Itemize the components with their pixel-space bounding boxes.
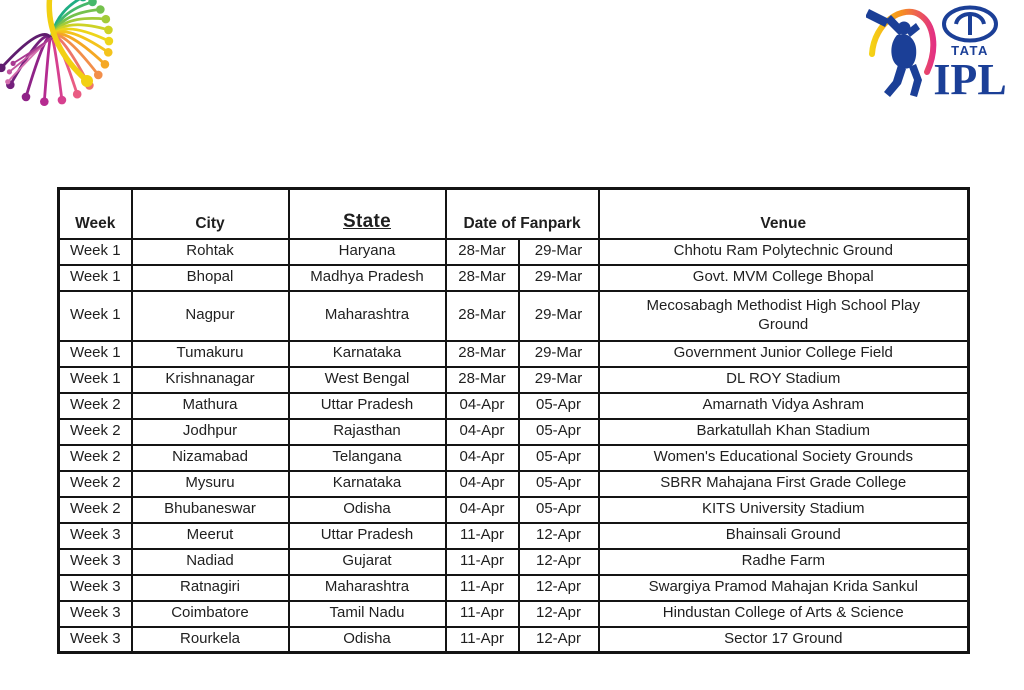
- cell-city: Nadiad: [132, 549, 289, 575]
- table-row: [59, 239, 969, 265]
- venue-text: KITS University Stadium: [701, 500, 865, 518]
- cell-date-1: 28-Mar: [446, 239, 519, 265]
- table-row: [59, 497, 969, 523]
- cell-venue: [599, 239, 969, 265]
- cell-city: Tumakuru: [132, 341, 289, 367]
- table-row: [59, 265, 969, 291]
- cell-date-2: 12-Apr: [519, 627, 599, 653]
- venue-text: Women's Educational Society Grounds: [653, 448, 913, 466]
- cell-venue: [599, 291, 969, 341]
- cell-date-2: 12-Apr: [519, 523, 599, 549]
- table-row: [59, 549, 969, 575]
- fanpark-schedule: [57, 187, 970, 654]
- cell-week: Week 2: [59, 419, 132, 445]
- cell-city: Nagpur: [132, 291, 289, 341]
- header-state: State: [289, 189, 446, 239]
- cell-state: Haryana: [289, 239, 446, 265]
- table-row: [59, 601, 969, 627]
- cell-date-2: 05-Apr: [519, 445, 599, 471]
- cell-city: Meerut: [132, 523, 289, 549]
- cell-date-1: 11-Apr: [446, 601, 519, 627]
- cell-state: Maharashtra: [289, 575, 446, 601]
- table-row: [59, 341, 969, 367]
- cell-date-2: 12-Apr: [519, 575, 599, 601]
- cell-date-1: 04-Apr: [446, 445, 519, 471]
- cell-venue: [599, 497, 969, 523]
- cell-week: Week 3: [59, 523, 132, 549]
- cell-venue: [599, 445, 969, 471]
- cell-week: Week 1: [59, 341, 132, 367]
- cell-city: Jodhpur: [132, 419, 289, 445]
- cell-venue: [599, 575, 969, 601]
- cell-venue: [599, 549, 969, 575]
- cell-state: Karnataka: [289, 341, 446, 367]
- cell-venue: [599, 393, 969, 419]
- cell-date-1: 04-Apr: [446, 419, 519, 445]
- cell-state: Madhya Pradesh: [289, 265, 446, 291]
- table-row: [59, 419, 969, 445]
- venue-text: Bhainsali Ground: [725, 526, 841, 544]
- cell-city: Ratnagiri: [132, 575, 289, 601]
- tata-oval-icon: [944, 8, 996, 41]
- cell-date-1: 11-Apr: [446, 549, 519, 575]
- cell-city: Mysuru: [132, 471, 289, 497]
- tata-wordmark: TATA: [951, 43, 989, 58]
- cell-state: Uttar Pradesh: [289, 393, 446, 419]
- table-header-row: [59, 189, 969, 239]
- cell-venue: [599, 601, 969, 627]
- ipl-wordmark: IPL: [933, 55, 1007, 104]
- cell-week: Week 1: [59, 265, 132, 291]
- cell-week: Week 2: [59, 497, 132, 523]
- venue-text: Barkatullah Khan Stadium: [696, 422, 870, 440]
- cell-date-1: 11-Apr: [446, 523, 519, 549]
- cell-state: Gujarat: [289, 549, 446, 575]
- venue-text: Hindustan College of Arts & Science: [662, 604, 904, 622]
- cell-week: Week 2: [59, 445, 132, 471]
- table-row: [59, 627, 969, 653]
- cell-date-1: 11-Apr: [446, 627, 519, 653]
- cell-state: Maharashtra: [289, 291, 446, 341]
- cell-week: Week 1: [59, 239, 132, 265]
- cell-week: Week 3: [59, 601, 132, 627]
- table-row: [59, 445, 969, 471]
- venue-text: SBRR Mahajana First Grade College: [660, 474, 907, 492]
- venue-text: Swargiya Pramod Mahajan Krida Sankul: [648, 578, 918, 596]
- cell-city: Nizamabad: [132, 445, 289, 471]
- cell-week: Week 2: [59, 393, 132, 419]
- cell-date-2: 29-Mar: [519, 265, 599, 291]
- cell-venue: [599, 265, 969, 291]
- cell-week: Week 3: [59, 575, 132, 601]
- table-row: [59, 393, 969, 419]
- cell-state: Odisha: [289, 627, 446, 653]
- cell-date-1: 04-Apr: [446, 393, 519, 419]
- fanpark-fan-logo: [0, 0, 128, 118]
- cell-date-2: 12-Apr: [519, 549, 599, 575]
- cell-date-2: 29-Mar: [519, 239, 599, 265]
- cell-week: Week 1: [59, 367, 132, 393]
- venue-text: Government Junior College Field: [673, 344, 893, 362]
- cell-state: Odisha: [289, 497, 446, 523]
- table-row: [59, 523, 969, 549]
- cell-date-2: 05-Apr: [519, 497, 599, 523]
- cell-city: Rourkela: [132, 627, 289, 653]
- cell-city: Rohtak: [132, 239, 289, 265]
- cell-city: Mathura: [132, 393, 289, 419]
- cell-date-1: 28-Mar: [446, 265, 519, 291]
- venue-text: Mecosabagh Methodist High School Play Ground: [646, 296, 921, 333]
- cell-date-2: 05-Apr: [519, 393, 599, 419]
- cell-state: Tamil Nadu: [289, 601, 446, 627]
- table-row: [59, 291, 969, 341]
- header-city: City: [132, 189, 289, 239]
- cell-date-1: 28-Mar: [446, 291, 519, 341]
- cell-venue: [599, 523, 969, 549]
- fanpark-table: [57, 187, 970, 654]
- header-venue: Venue: [599, 189, 969, 239]
- tata-ipl-logo: [866, 2, 1014, 104]
- cell-city: Bhubaneswar: [132, 497, 289, 523]
- cell-week: Week 3: [59, 627, 132, 653]
- cell-date-2: 12-Apr: [519, 601, 599, 627]
- cell-date-1: 04-Apr: [446, 497, 519, 523]
- cell-date-1: 28-Mar: [446, 341, 519, 367]
- cell-city: Bhopal: [132, 265, 289, 291]
- cell-date-1: 04-Apr: [446, 471, 519, 497]
- cell-venue: [599, 367, 969, 393]
- table-row: [59, 471, 969, 497]
- fan-logo-graphic: [0, 0, 128, 118]
- cell-date-2: 29-Mar: [519, 291, 599, 341]
- venue-text: Sector 17 Ground: [724, 629, 843, 647]
- cell-week: Week 3: [59, 549, 132, 575]
- venue-text: Radhe Farm: [741, 552, 825, 570]
- cell-state: Karnataka: [289, 471, 446, 497]
- header-week: Week: [59, 189, 132, 239]
- cell-date-2: 05-Apr: [519, 471, 599, 497]
- table-row: [59, 575, 969, 601]
- cell-venue: [599, 419, 969, 445]
- cell-week: Week 1: [59, 291, 132, 341]
- cell-date-2: 29-Mar: [519, 341, 599, 367]
- table-row: [59, 367, 969, 393]
- cell-venue: [599, 627, 969, 653]
- cell-date-2: 05-Apr: [519, 419, 599, 445]
- cell-date-1: 28-Mar: [446, 367, 519, 393]
- cell-city: Krishnanagar: [132, 367, 289, 393]
- cell-state: Uttar Pradesh: [289, 523, 446, 549]
- venue-text: Govt. MVM College Bhopal: [692, 268, 874, 286]
- cell-date-1: 11-Apr: [446, 575, 519, 601]
- venue-text: Chhotu Ram Polytechnic Ground: [673, 242, 893, 260]
- cell-date-2: 29-Mar: [519, 367, 599, 393]
- venue-text: Amarnath Vidya Ashram: [702, 396, 864, 414]
- venue-text: DL ROY Stadium: [726, 370, 841, 388]
- cell-venue: [599, 471, 969, 497]
- cell-week: Week 2: [59, 471, 132, 497]
- header-date-of-fanpark: Date of Fanpark: [446, 189, 599, 239]
- cell-state: West Bengal: [289, 367, 446, 393]
- cell-city: Coimbatore: [132, 601, 289, 627]
- cell-state: Telangana: [289, 445, 446, 471]
- cell-state: Rajasthan: [289, 419, 446, 445]
- cell-venue: [599, 341, 969, 367]
